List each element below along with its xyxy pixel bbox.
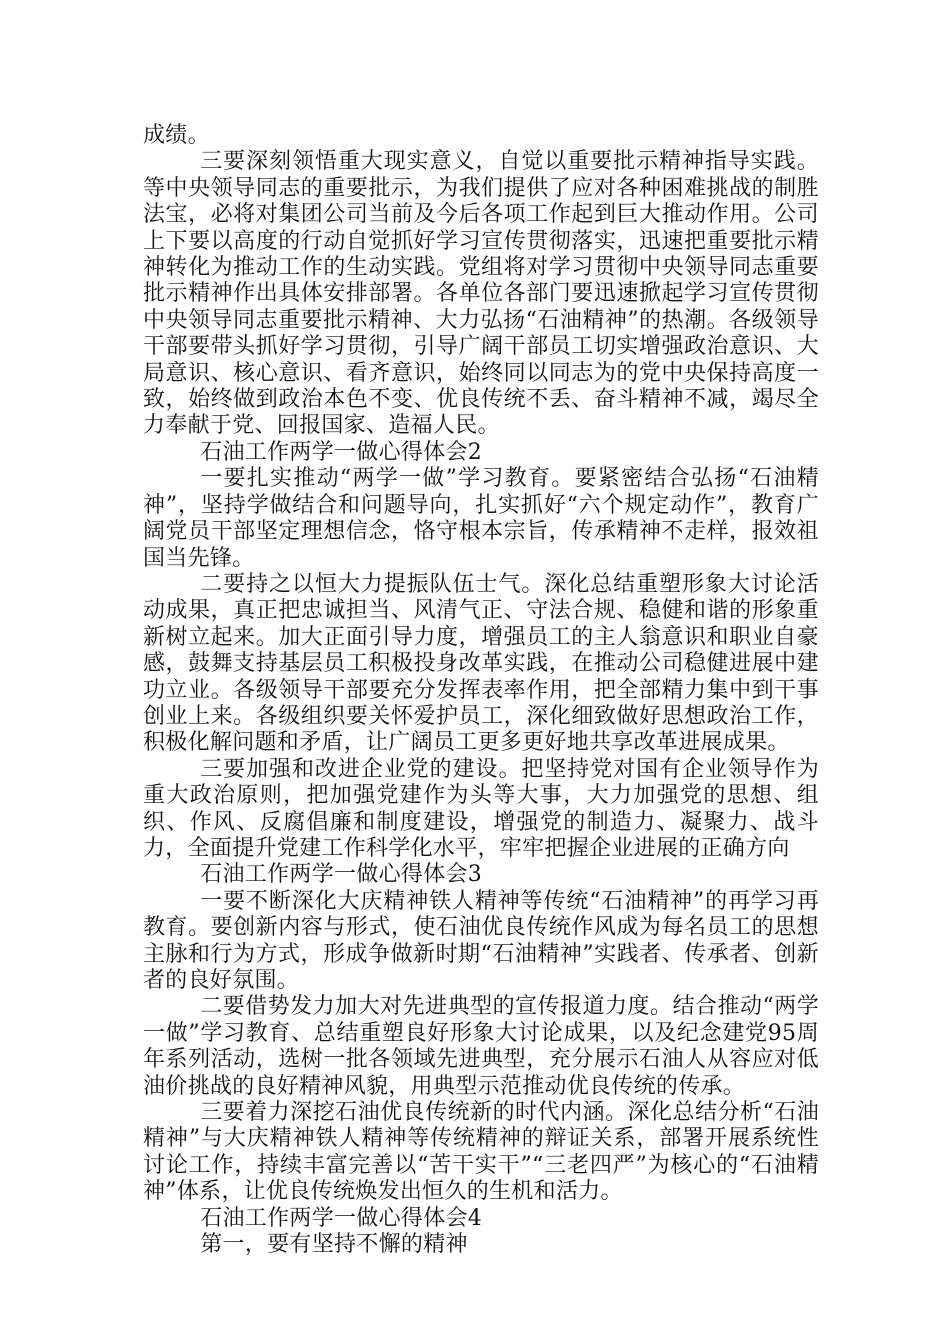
paragraph-body: 三要深刻领悟重大现实意义，自觉以重要批示精神指导实践。等中央领导同志的重要批示，为我们提供了应对各种困难挑战的制胜法宝，必将对集团公司当前及今后各项工作起到巨大推动作用。公司上下要以高度的行动自觉抓好学习宣传贯彻落实，迅速把重要批示精神转化为推动工作的生动实践。党组将对学习贯彻中央领导同志重要批示精神作出具体安排部署。各单位各部门要迅速掀起学习宣传贯彻中央领导同志重要批示精神、大力弘扬“石油精神”的热潮。各级领导干部要带头抓好学习贯彻，引导广阔干部员工切实增强政治意识、大局意识、核心意识、看齐意识，始终同以同志为的党中央保持高度一致，始终做到政治本色不变、优良传统不丢、奋斗精神不减，竭尽全力奉献于党、回报国家、造福人民。 bbox=[143, 149, 819, 439]
paragraph-continuation: 成绩。 bbox=[143, 123, 210, 148]
section-heading: 石油工作两学一做心得体会4 bbox=[200, 1205, 483, 1231]
paragraph-body: 二要持之以恒大力提振队伍士气。深化总结重塑形象大讨论活动成果，真正把忠诚担当、风清气正、守法合规、稳健和谐的形象重新树立起来。加大正面引导力度，增强员工的主人翁意识和职业自豪感，鼓舞支持基层员工积极投身改革实践，在推动公司稳健进展中建功立业。各级领导干部要充分发挥表率作用，把全部精力集中到干事创业上来。各级组织要关怀爱护员工，深化细致做好思想政治工作，积极化解问题和矛盾，让广阔员工更多更好地共享改革进展成果。 bbox=[143, 571, 819, 756]
paragraph-body: 一要扎实推动“两学一做”学习教育。要紧密结合弘扬“石油精神”，坚持学做结合和问题导向，扎实抓好“六个规定动作”，教育广阔党员干部坚定理想信念，恪守根本宗旨，传承精神不走样，报效祖国当先锋。 bbox=[143, 466, 819, 571]
paragraph-body: 三要着力深挖石油优良传统新的时代内涵。深化总结分析“石油精神”与大庆精神铁人精神等传统精神的辩证关系，部署开展系统性讨论工作，持续丰富完善以“苦干实干”“三老四严”为核心的“石油精神”体系，让优良传统焕发出恒久的生机和活力。 bbox=[143, 1100, 819, 1205]
paragraph-body: 二要借势发力加大对先进典型的宣传报道力度。结合推动“两学一做”学习教育、总结重塑良好形象大讨论成果，以及纪念建党95周年系列活动，选树一批各领域先进典型，充分展示石油人从容应对低油价挑战的良好精神风貌，用典型示范推动优良传统的传承。 bbox=[143, 994, 819, 1099]
paragraph-body: 一要不断深化大庆精神铁人精神等传统“石油精神”的再学习再教育。要创新内容与形式，使石油优良传统作风成为每名员工的思想主脉和行为方式，形成争做新时期“石油精神”实践者、传承者、创新者的良好氛围。 bbox=[143, 888, 819, 993]
paragraph-body: 第一，要有坚持不懈的精神 bbox=[200, 1232, 468, 1258]
section-heading: 石油工作两学一做心得体会3 bbox=[200, 862, 483, 888]
document-page bbox=[143, 123, 819, 1258]
section-heading: 石油工作两学一做心得体会2 bbox=[200, 439, 483, 465]
paragraph-body: 三要加强和改进企业党的建设。把坚持党对国有企业领导作为重大政治原则，把加强党建作为头等大事，大力加强党的思想、组织、作风、反腐倡廉和制度建设，增强党的制造力、凝聚力、战斗力，全面提升党建工作科学化水平，牢牢把握企业进展的正确方向 bbox=[143, 756, 819, 861]
